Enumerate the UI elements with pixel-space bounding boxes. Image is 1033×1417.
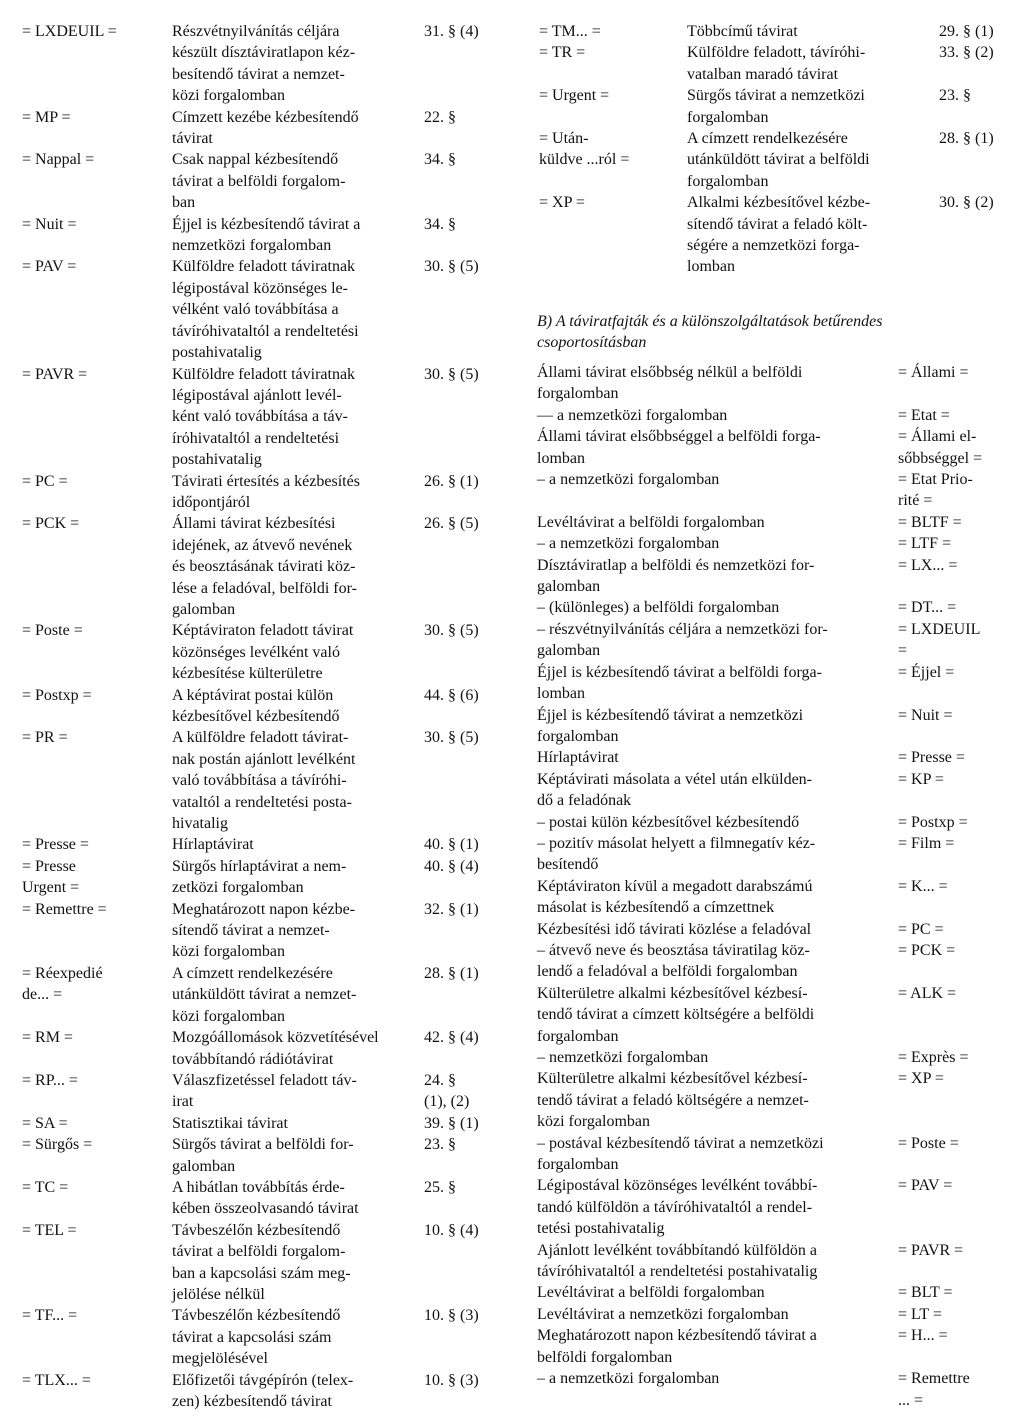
- grouping-code: = LX... =: [898, 556, 958, 574]
- abbreviation-description: Állami távirat kézbesítési idejének, az átvevő nevének és beosztásának távirati köz- lése a feladóval, belföldi for- galomban: [172, 515, 357, 618]
- left-table-entry: [22, 107, 502, 150]
- abbreviation-description: Előfizetői távgépírón (telex- zen) kézbesítendő távirat: [172, 1371, 354, 1410]
- grouping-entry: [537, 919, 1017, 940]
- grouping-entry: [537, 619, 1017, 662]
- abbreviation-description: A címzett rendelkezésére utánküldött távirat a belföldi forgalomban: [687, 130, 870, 190]
- grouping-description: – a nemzetközi forgalomban: [537, 535, 720, 553]
- grouping-code: = Állami el- sőbbséggel =: [898, 428, 983, 467]
- grouping-code: = Postxp =: [898, 813, 968, 831]
- abbreviation-description: Sürgős távirat a nemzetközi forgalomban: [687, 87, 865, 126]
- grouping-description: Éjjel is kézbesítendő távirat a nemzetközi forgalomban: [537, 706, 804, 745]
- grouping-description: Állami távirat elsőbbség nélkül a belföldi forgalomban: [537, 364, 803, 403]
- abbreviation-code: = Presse =: [22, 836, 89, 854]
- grouping-entry: [537, 833, 1017, 876]
- grouping-description: Külterületre alkalmi kézbesítővel kézbesí- tendő távirat a címzett költségére a belföldi forgalomban: [537, 984, 815, 1045]
- grouping-code: = BLTF =: [898, 513, 962, 531]
- grouping-entry: [537, 1240, 1017, 1283]
- abbreviation-code: = TM... =: [539, 23, 601, 40]
- grouping-code: = PAV =: [898, 1177, 953, 1195]
- grouping-description: Dísztáviratlap a belföldi és nemzetközi for- galomban: [537, 556, 815, 596]
- grouping-description: Levéltávirat a belföldi forgalomban: [537, 1284, 765, 1302]
- abbreviation-description: Külföldre feladott, távíróhi- vatalban maradó távirat: [687, 44, 866, 83]
- section-reference: 44. § (6): [424, 686, 479, 704]
- grouping-entry: [537, 1175, 1017, 1239]
- abbreviation-description: Éjjel is kézbesítendő távirat a nemzetközi forgalomban: [172, 215, 361, 255]
- abbreviation-description: Külföldre feladott táviratnak légipostával közönséges le- vélként való továbbítása a távíróhivataltól a rendeltetési postahivatalig: [172, 258, 359, 362]
- grouping-description: Állami távirat elsőbbséggel a belföldi forga- lomban: [537, 428, 821, 467]
- grouping-entry: [537, 983, 1017, 1047]
- section-reference: 24. § (1), (2): [424, 1071, 470, 1111]
- abbreviation-description: A képtávirat postai külön kézbesítővel kézbesítendő: [172, 686, 340, 725]
- abbreviation-description: A címzett rendelkezésére utánküldött távirat a nemzet- közi forgalomban: [172, 964, 357, 1025]
- grouping-description: Légipostával közönséges levélként továbbí- tandó külföldön a távíróhivataltól a rendel- tetési postahivatalig: [537, 1177, 818, 1238]
- section-reference: 32. § (1): [424, 900, 479, 918]
- grouping-code: = Éjjel =: [898, 663, 955, 681]
- grouping-code: = Exprès =: [898, 1049, 969, 1066]
- grouping-code: = PCK =: [898, 941, 956, 959]
- grouping-description: Képtáviraton kívül a megadott darabszámú másolat is kézbesítendő a címzettnek: [537, 877, 813, 917]
- abbreviation-description: Sürgős hírlaptávirat a nem- zetközi forgalomban: [172, 857, 347, 897]
- abbreviation-description: A külföldre feladott távirat- nak postán ajánlott levélként való továbbítása a távíróhi- vataltól a rendeltetési posta- hivatalig: [172, 729, 356, 833]
- grouping-entry: [537, 662, 1017, 705]
- grouping-entry: [537, 555, 1017, 598]
- section-reference: 31. § (4): [424, 23, 479, 40]
- abbreviation-code: = Nappal =: [22, 151, 95, 169]
- left-table-entry: [22, 1177, 502, 1220]
- grouping-code: = Poste =: [898, 1134, 959, 1152]
- abbreviation-code: = TR =: [539, 44, 586, 62]
- grouping-description: Éjjel is kézbesítendő távirat a belföldi forga- lomban: [537, 663, 822, 703]
- abbreviation-description: Távbeszélőn kézbesítendő távirat a belföldi forgalom- ban a kapcsolási szám meg- jelölése nélkül: [172, 1221, 351, 1303]
- section-reference: 29. § (1): [939, 23, 994, 40]
- abbreviation-description: Statisztikai távirat: [172, 1114, 288, 1132]
- left-table-entry: [22, 834, 502, 855]
- abbreviation-description: Sürgős távirat a belföldi for- galomban: [172, 1136, 354, 1175]
- abbreviation-code: = SA =: [22, 1114, 68, 1132]
- abbreviation-description: Meghatározott napon kézbe- sítendő távirat a nemzet- közi forgalomban: [172, 900, 356, 961]
- abbreviation-code: = TC =: [22, 1178, 69, 1196]
- grouping-code: = ALK =: [898, 984, 957, 1002]
- grouping-code: = BLT =: [898, 1284, 953, 1302]
- section-reference: 39. § (1): [424, 1114, 479, 1132]
- grouping-code: = K... =: [898, 877, 948, 895]
- grouping-code: = LTF =: [898, 535, 952, 553]
- right-table-entry: [537, 192, 1013, 278]
- left-table-entry: [22, 513, 502, 620]
- grouping-description: Hírlaptávirat: [537, 749, 619, 767]
- grouping-code: = PC =: [898, 920, 944, 938]
- section-b-title: B) A táviratfajták és a különszolgáltatások betűrendes csoportosításban: [537, 313, 883, 352]
- grouping-code: = KP =: [898, 770, 944, 788]
- abbreviation-code: = PC =: [22, 472, 68, 490]
- abbreviation-code: = Remettre =: [22, 900, 107, 918]
- grouping-entry: [537, 769, 1017, 812]
- left-table-entry: [22, 1305, 502, 1369]
- abbreviation-description: Mozgóállomások közvetítésével továbbítandó rádiótávirat: [172, 1029, 379, 1068]
- grouping-entry: [537, 1068, 1017, 1132]
- left-table-entry: [22, 256, 502, 363]
- grouping-description: – a nemzetközi forgalomban: [537, 1370, 720, 1388]
- grouping-description: Levéltávirat a belföldi forgalomban: [537, 513, 765, 531]
- section-reference: 23. §: [424, 1136, 456, 1154]
- grouping-description: – pozitív másolat helyett a filmnegatív kéz- besítendő: [537, 834, 816, 874]
- section-reference: 34. §: [424, 151, 456, 169]
- left-table-entry: [22, 899, 502, 963]
- section-reference: 40. § (1): [424, 836, 479, 854]
- left-table-entry: [22, 364, 502, 471]
- left-table-entry: [22, 856, 502, 899]
- section-reference: 30. § (2): [939, 194, 994, 212]
- grouping-description: Levéltávirat a nemzetközi forgalomban: [537, 1305, 789, 1323]
- abbreviation-description: A hibátlan továbbítás érde- kében összeolvasandó távirat: [172, 1178, 359, 1218]
- grouping-description: – nemzetközi forgalomban: [537, 1049, 709, 1066]
- grouping-entry: [537, 597, 1017, 618]
- abbreviation-code: = TF... =: [22, 1307, 78, 1325]
- abbreviation-code: = PAV =: [22, 258, 77, 276]
- section-reference: 30. § (5): [424, 622, 479, 640]
- section-reference: 30. § (5): [424, 258, 479, 276]
- abbreviation-description: Részvétnyilvánítás céljára készült dísztáviratlapon kéz- besítendő távirat a nemzet- közi forgalomban: [172, 23, 356, 105]
- grouping-entry: [537, 1368, 1017, 1411]
- grouping-code: = Film =: [898, 834, 955, 852]
- abbreviation-table-right: [537, 21, 1013, 278]
- grouping-code: = H... =: [898, 1327, 948, 1345]
- grouping-entry: [537, 1133, 1017, 1176]
- grouping-code: = LXDEUIL =: [898, 620, 981, 660]
- section-reference: 26. § (5): [424, 515, 479, 533]
- abbreviation-code: = Után- küldve ...ról =: [539, 130, 630, 169]
- grouping-description: – (különleges) a belföldi forgalomban: [537, 599, 780, 617]
- grouping-description: Képtávirati másolata a vétel után elkülden- dő a feladónak: [537, 770, 812, 810]
- abbreviation-table-left: [22, 21, 502, 1412]
- right-table-entry: [537, 128, 1013, 192]
- grouping-description: Ajánlott levélként továbbítandó külföldön a távíróhivataltól a rendeltetési postahivatalig: [537, 1241, 818, 1281]
- grouping-description: Kézbesítési idő távirati közlése a feladóval: [537, 920, 812, 938]
- right-table-entry: [537, 42, 1013, 85]
- left-table-entry: [22, 1027, 502, 1070]
- left-table-entry: [22, 21, 502, 107]
- abbreviation-description: Távbeszélőn kézbesítendő távirat a kapcsolási szám megjelölésével: [172, 1307, 341, 1368]
- grouping-code: = XP =: [898, 1070, 944, 1088]
- abbreviation-description: Csak nappal kézbesítendő távirat a belföldi forgalom- ban: [172, 151, 346, 212]
- grouping-entry: [537, 426, 1017, 469]
- abbreviation-code: = XP =: [539, 194, 585, 212]
- grouping-entry: [537, 362, 1017, 405]
- grouping-code: = Nuit =: [898, 706, 953, 724]
- grouping-entry: [537, 1282, 1017, 1303]
- abbreviation-description: Többcímű távirat: [687, 23, 798, 40]
- grouping-entry: [537, 512, 1017, 533]
- abbreviation-code: = Poste =: [22, 622, 83, 640]
- abbreviation-description: Hírlaptávirat: [172, 836, 254, 854]
- abbreviation-description: Külföldre feladott táviratnak légipostával ajánlott levél- ként való továbbítása a táv- írόhivataltól a rendeltetési postahivatalig: [172, 365, 356, 469]
- abbreviation-code: = TLX... =: [22, 1371, 91, 1389]
- alphabetical-grouping-list: [537, 362, 1017, 1411]
- abbreviation-code: = LXDEUIL =: [22, 23, 117, 40]
- grouping-code: = Etat =: [898, 406, 950, 424]
- grouping-description: – átvevő neve és beosztása táviratilag köz- lendő a feladóval a belföldi forgalomban: [537, 941, 810, 981]
- grouping-entry: [537, 747, 1017, 768]
- grouping-code: = PAVR =: [898, 1241, 964, 1259]
- abbreviation-code: = Urgent =: [539, 87, 610, 105]
- section-reference: 30. § (5): [424, 729, 479, 747]
- section-reference: 42. § (4): [424, 1029, 479, 1047]
- abbreviation-code: = TEL =: [22, 1221, 77, 1239]
- abbreviation-code: = Postxp =: [22, 686, 92, 704]
- abbreviation-description: Képtáviraton feladott távirat közönséges levélként való kézbesítése külterületre: [172, 622, 354, 683]
- abbreviation-code: = RP... =: [22, 1071, 78, 1089]
- abbreviation-description: Alkalmi kézbesítővel kézbe- sítendő távirat a feladó költ- ségére a nemzetközi forga- lomban: [687, 194, 871, 276]
- grouping-code: = LT =: [898, 1305, 942, 1323]
- abbreviation-code: = Presse Urgent =: [22, 857, 80, 897]
- section-reference: 10. § (3): [424, 1307, 479, 1325]
- abbreviation-description: Válaszfizetéssel feladott táv- irat: [172, 1071, 357, 1111]
- section-reference: 10. § (3): [424, 1371, 479, 1389]
- grouping-code: = Állami =: [898, 364, 969, 381]
- left-table-entry: [22, 1220, 502, 1306]
- abbreviation-code: = PCK =: [22, 515, 80, 533]
- grouping-entry: [537, 940, 1017, 983]
- grouping-entry: [537, 533, 1017, 554]
- left-table-entry: [22, 1134, 502, 1177]
- abbreviation-code: = PAVR =: [22, 365, 88, 383]
- section-reference: 34. §: [424, 215, 456, 233]
- section-reference: 28. § (1): [939, 130, 994, 148]
- grouping-entry: [537, 1047, 1017, 1068]
- left-table-entry: [22, 685, 502, 728]
- grouping-entry: [537, 469, 1017, 512]
- section-reference: 10. § (4): [424, 1221, 479, 1239]
- abbreviation-code: = RM =: [22, 1029, 73, 1047]
- section-reference: 25. §: [424, 1178, 456, 1196]
- grouping-description: — a nemzetközi forgalomban: [537, 406, 728, 424]
- grouping-entry: [537, 1304, 1017, 1325]
- section-reference: 28. § (1): [424, 964, 479, 982]
- grouping-code: = DT... =: [898, 599, 957, 617]
- grouping-entry: [537, 705, 1017, 748]
- grouping-code: = Remettre ... =: [898, 1370, 970, 1409]
- left-table-entry: [22, 471, 502, 514]
- grouping-description: – részvétnyilvánítás céljára a nemzetközi for- galomban: [537, 620, 828, 660]
- left-table-entry: [22, 620, 502, 684]
- grouping-description: – postával kézbesítendő távirat a nemzetközi forgalomban: [537, 1134, 824, 1174]
- grouping-description: Külterületre alkalmi kézbesítővel kézbesí- tendő távirat a feladó költségére a nemzet- közi forgalomban: [537, 1070, 809, 1131]
- section-reference: 22. §: [424, 108, 456, 126]
- section-reference: 33. § (2): [939, 44, 994, 62]
- left-table-entry: [22, 1070, 502, 1113]
- section-reference: 40. § (4): [424, 857, 479, 875]
- grouping-code: = Presse =: [898, 749, 965, 767]
- grouping-entry: [537, 812, 1017, 833]
- grouping-entry: [537, 1325, 1017, 1368]
- left-table-entry: [22, 963, 502, 1027]
- abbreviation-description: Távirati értesítés a kézbesítés időpontjáról: [172, 472, 360, 511]
- right-table-entry: [537, 85, 1013, 128]
- abbreviation-code: = Réexpedié de... =: [22, 964, 103, 1004]
- abbreviation-description: Címzett kezébe kézbesítendő távirat: [172, 108, 359, 148]
- left-table-entry: [22, 149, 502, 213]
- abbreviation-code: = PR =: [22, 729, 68, 747]
- grouping-description: Meghatározott napon kézbesítendő távirat a belföldi forgalomban: [537, 1327, 817, 1366]
- abbreviation-code: = Nuit =: [22, 215, 77, 233]
- left-table-entry: [22, 727, 502, 834]
- grouping-code: = Etat Prio- rité =: [898, 471, 973, 510]
- grouping-description: – postai külön kézbesítővel kézbesítendő: [537, 813, 800, 831]
- grouping-entry: [537, 405, 1017, 426]
- grouping-entry: [537, 876, 1017, 919]
- right-table-entry: [537, 21, 1013, 42]
- section-reference: 26. § (1): [424, 472, 479, 490]
- abbreviation-code: = Sürgős =: [22, 1136, 93, 1154]
- section-reference: 23. §: [939, 87, 971, 105]
- left-table-entry: [22, 1370, 502, 1413]
- left-table-entry: [22, 214, 502, 257]
- section-reference: 30. § (5): [424, 365, 479, 383]
- abbreviation-code: = MP =: [22, 108, 71, 126]
- grouping-description: – a nemzetközi forgalomban: [537, 471, 720, 489]
- left-table-entry: [22, 1113, 502, 1134]
